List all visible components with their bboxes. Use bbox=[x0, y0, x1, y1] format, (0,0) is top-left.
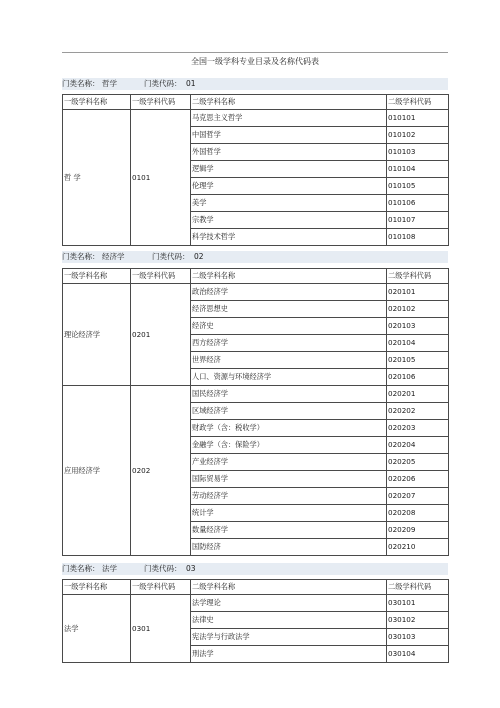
level2-discipline-name: 数量经济学 bbox=[191, 522, 387, 539]
level1-discipline-code: 0202 bbox=[131, 386, 191, 556]
level2-discipline-code: 030104 bbox=[387, 646, 449, 663]
level2-discipline-name: 产业经济学 bbox=[191, 454, 387, 471]
level2-discipline-code: 030102 bbox=[387, 612, 449, 629]
category-bar bbox=[62, 563, 448, 575]
level1-discipline-name: 应用经济学 bbox=[63, 386, 131, 556]
header-level2-code: 二级学科代码 bbox=[387, 269, 449, 284]
level2-discipline-code: 020104 bbox=[387, 335, 449, 352]
level2-discipline-code: 010108 bbox=[387, 229, 449, 246]
level2-discipline-code: 020103 bbox=[387, 318, 449, 335]
level2-discipline-name: 法律史 bbox=[191, 612, 387, 629]
level2-discipline-name: 宗教学 bbox=[191, 212, 387, 229]
header-level1-name: 一级学科名称 bbox=[63, 95, 131, 110]
level2-discipline-name: 伦理学 bbox=[191, 178, 387, 195]
header-level1-code: 一级学科代码 bbox=[131, 95, 191, 110]
level2-discipline-code: 030103 bbox=[387, 629, 449, 646]
header-level1-code: 一级学科代码 bbox=[131, 580, 191, 595]
level2-discipline-code: 010101 bbox=[387, 110, 449, 127]
category-bar bbox=[62, 78, 448, 90]
level2-discipline-name: 科学技术哲学 bbox=[191, 229, 387, 246]
header-row bbox=[63, 580, 449, 595]
category-name-label: 门类名称： bbox=[62, 79, 100, 88]
table-row bbox=[63, 595, 449, 612]
category-code-label: 门类代码： bbox=[152, 252, 190, 261]
level2-discipline-name: 美学 bbox=[191, 195, 387, 212]
level1-discipline-name: 哲 学 bbox=[63, 110, 131, 246]
level2-discipline-name: 国防经济 bbox=[191, 539, 387, 556]
level2-discipline-name: 政治经济学 bbox=[191, 284, 387, 301]
level2-discipline-code: 010103 bbox=[387, 144, 449, 161]
level2-discipline-name: 区域经济学 bbox=[191, 403, 387, 420]
level2-discipline-code: 010105 bbox=[387, 178, 449, 195]
level2-discipline-code: 030101 bbox=[387, 595, 449, 612]
level2-discipline-code: 010102 bbox=[387, 127, 449, 144]
level2-discipline-name: 外国哲学 bbox=[191, 144, 387, 161]
level2-discipline-name: 金融学（含：保险学） bbox=[191, 437, 387, 454]
level2-discipline-name: 法学理论 bbox=[191, 595, 387, 612]
category-name: 哲学 bbox=[102, 79, 117, 88]
level2-discipline-code: 010107 bbox=[387, 212, 449, 229]
level1-discipline-name: 法学 bbox=[63, 595, 131, 663]
header-row bbox=[63, 95, 449, 110]
discipline-table bbox=[62, 94, 449, 246]
header-level2-name: 二级学科名称 bbox=[191, 580, 387, 595]
level2-discipline-code: 020106 bbox=[387, 369, 449, 386]
table-row bbox=[63, 284, 449, 301]
level2-discipline-code: 020102 bbox=[387, 301, 449, 318]
category-code: 03 bbox=[186, 564, 196, 573]
level2-discipline-name: 马克思主义哲学 bbox=[191, 110, 387, 127]
level2-discipline-name: 世界经济 bbox=[191, 352, 387, 369]
level1-discipline-code: 0301 bbox=[131, 595, 191, 663]
header-level1-name: 一级学科名称 bbox=[63, 580, 131, 595]
category-name: 法学 bbox=[102, 564, 117, 573]
header-row bbox=[63, 269, 449, 284]
level2-discipline-code: 020206 bbox=[387, 471, 449, 488]
category-code: 01 bbox=[186, 79, 196, 88]
level2-discipline-code: 020203 bbox=[387, 420, 449, 437]
level1-discipline-code: 0201 bbox=[131, 284, 191, 386]
level2-discipline-name: 逻辑学 bbox=[191, 161, 387, 178]
level2-discipline-name: 统计学 bbox=[191, 505, 387, 522]
level2-discipline-name: 财政学（含：税收学） bbox=[191, 420, 387, 437]
level2-discipline-name: 宪法学与行政法学 bbox=[191, 629, 387, 646]
level2-discipline-code: 010104 bbox=[387, 161, 449, 178]
level2-discipline-code: 020101 bbox=[387, 284, 449, 301]
level1-discipline-code: 0101 bbox=[131, 110, 191, 246]
header-level1-name: 一级学科名称 bbox=[63, 269, 131, 284]
level2-discipline-name: 国民经济学 bbox=[191, 386, 387, 403]
level2-discipline-name: 经济史 bbox=[191, 318, 387, 335]
header-level2-code: 二级学科代码 bbox=[387, 95, 449, 110]
category-name-label: 门类名称： bbox=[62, 252, 100, 261]
level2-discipline-code: 020105 bbox=[387, 352, 449, 369]
level1-discipline-name: 理论经济学 bbox=[63, 284, 131, 386]
level2-discipline-code: 020208 bbox=[387, 505, 449, 522]
level2-discipline-name: 经济思想史 bbox=[191, 301, 387, 318]
level2-discipline-code: 020209 bbox=[387, 522, 449, 539]
level2-discipline-name: 国际贸易学 bbox=[191, 471, 387, 488]
level2-discipline-name: 劳动经济学 bbox=[191, 488, 387, 505]
category-bar bbox=[62, 251, 448, 263]
table-row bbox=[63, 386, 449, 403]
header-level1-code: 一级学科代码 bbox=[131, 269, 191, 284]
discipline-table bbox=[62, 268, 449, 556]
top-rule bbox=[62, 52, 448, 53]
level2-discipline-code: 020207 bbox=[387, 488, 449, 505]
level2-discipline-code: 020205 bbox=[387, 454, 449, 471]
level2-discipline-code: 020201 bbox=[387, 386, 449, 403]
document-title: 全国一级学科专业目录及名称代码表 bbox=[191, 57, 319, 66]
category-code-label: 门类代码： bbox=[144, 79, 182, 88]
level2-discipline-name: 人口、资源与环境经济学 bbox=[191, 369, 387, 386]
level2-discipline-name: 中国哲学 bbox=[191, 127, 387, 144]
level2-discipline-code: 020202 bbox=[387, 403, 449, 420]
level2-discipline-code: 020210 bbox=[387, 539, 449, 556]
level2-discipline-name: 西方经济学 bbox=[191, 335, 387, 352]
category-name: 经济学 bbox=[102, 252, 125, 261]
header-level2-code: 二级学科代码 bbox=[387, 580, 449, 595]
level2-discipline-name: 刑法学 bbox=[191, 646, 387, 663]
category-code-label: 门类代码： bbox=[144, 564, 182, 573]
category-name-label: 门类名称： bbox=[62, 564, 100, 573]
table-row bbox=[63, 110, 449, 127]
header-level2-name: 二级学科名称 bbox=[191, 269, 387, 284]
discipline-table bbox=[62, 579, 449, 663]
level2-discipline-code: 020204 bbox=[387, 437, 449, 454]
category-code: 02 bbox=[194, 252, 204, 261]
level2-discipline-code: 010106 bbox=[387, 195, 449, 212]
header-level2-name: 二级学科名称 bbox=[191, 95, 387, 110]
